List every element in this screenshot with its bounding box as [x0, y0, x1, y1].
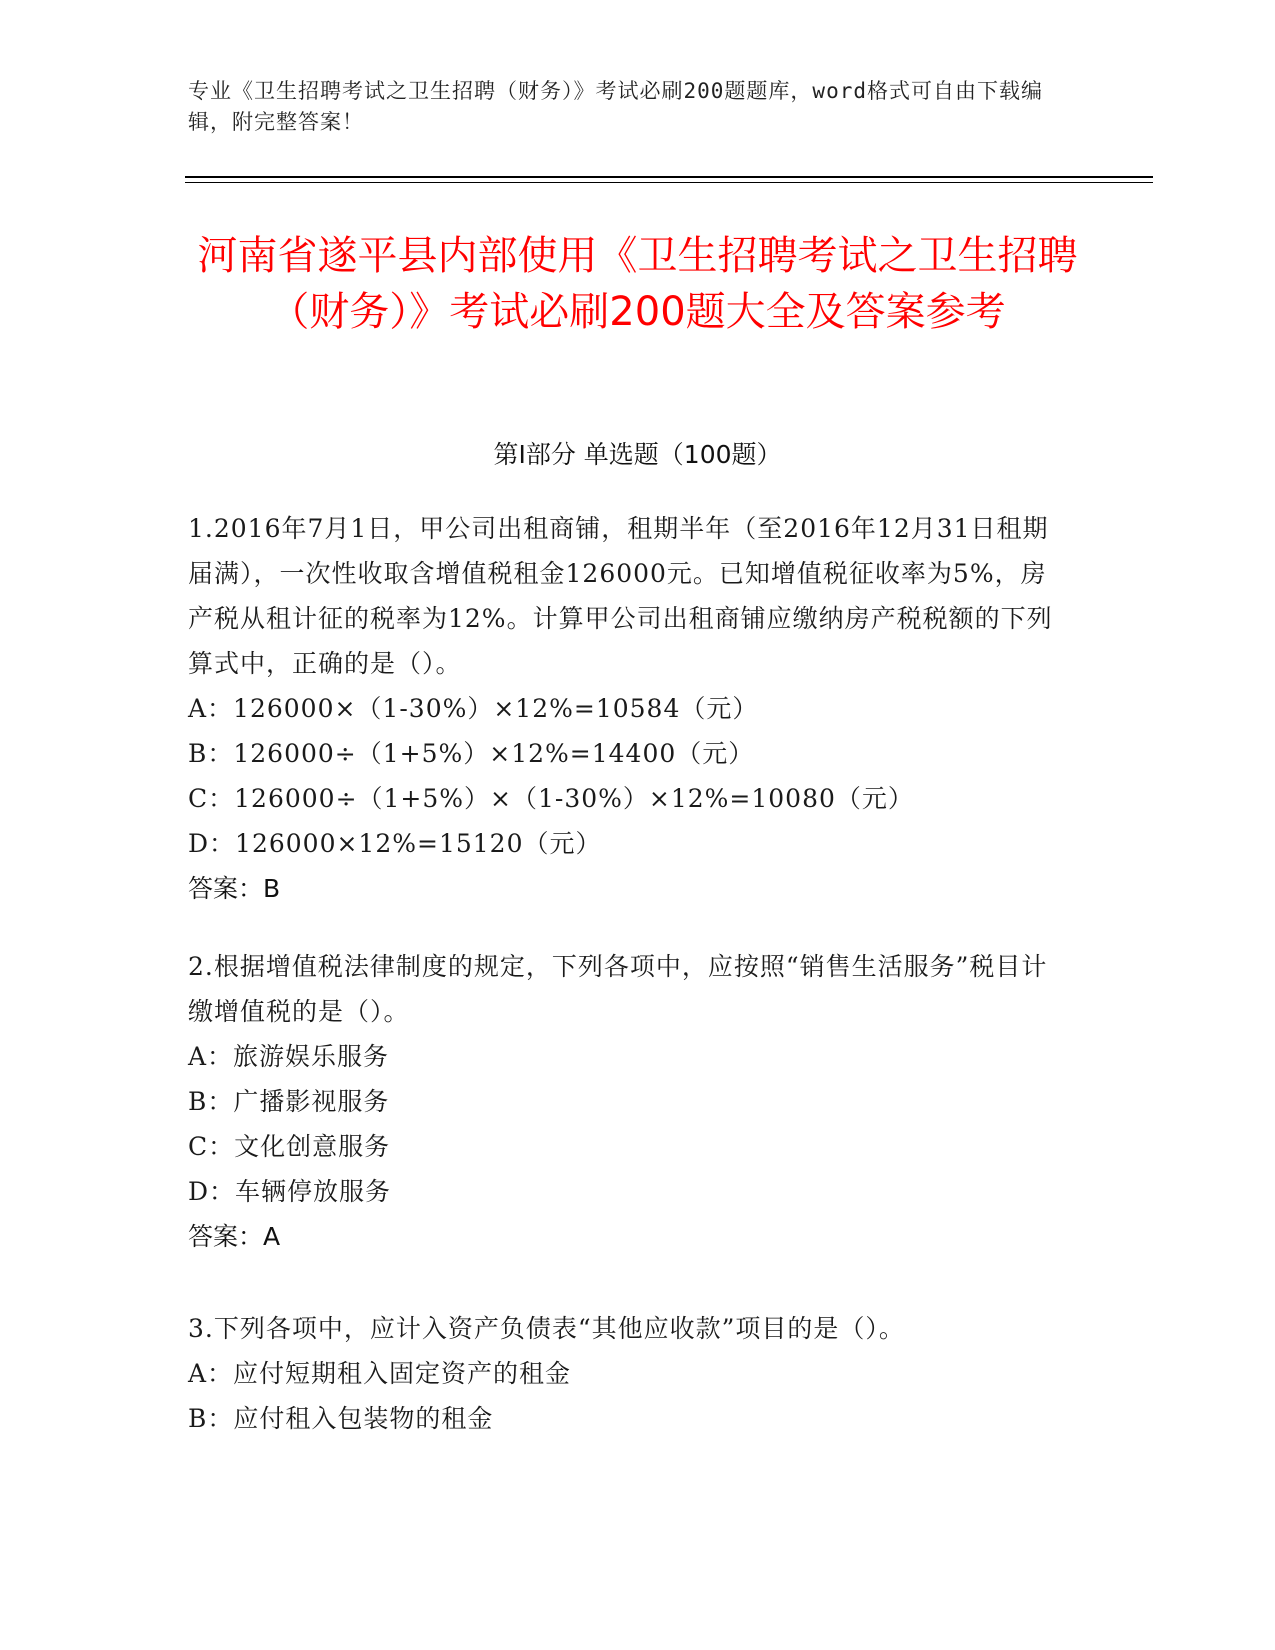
option-a: A：126000×（1-30%）×12%=10584（元）: [188, 694, 759, 723]
option-b: B：126000÷（1+5%）×12%=14400（元）: [188, 739, 755, 768]
question-stem: 3.下列各项中，应计入资产负债表“其他应收款”项目的是（）。: [188, 1314, 905, 1343]
option-c: C：126000÷（1+5%）×（1-30%）×12%=10080（元）: [188, 784, 914, 813]
document-title: 河南省遂平县内部使用《卫生招聘考试之卫生招聘（财务）》考试必刷200题大全及答案参考: [197, 233, 1078, 335]
question-1: [188, 506, 1068, 911]
question-stem: 2.根据增值税法律制度的规定，下列各项中，应按照“销售生活服务”税目计缴增值税的是（）。: [188, 952, 1048, 1026]
question-stem: 1.2016年7月1日，甲公司出租商铺，租期半年（至2016年12月31日租期届满），一次性收取含增值税租金126000元。已知增值税征收率为5%，房产税从租计征的税率为12%。计算甲公司出租商铺应缴纳房产税税额的下列算式中，正确的是（）。: [188, 514, 1053, 678]
answer-line: 答案：B: [188, 874, 281, 903]
option-c: C：文化创意服务: [188, 1132, 391, 1161]
question-3: [188, 1306, 1068, 1441]
header-divider-thin: [185, 182, 1153, 183]
section-title: 第I部分 单选题（100题）: [493, 440, 782, 469]
option-b: B：广播影视服务: [188, 1087, 390, 1116]
option-a: A：旅游娱乐服务: [188, 1042, 390, 1071]
option-b: B：应付租入包装物的租金: [188, 1404, 494, 1433]
option-a: A：应付短期租入固定资产的租金: [188, 1359, 572, 1388]
question-2: [188, 944, 1068, 1259]
option-d: D：126000×12%=15120（元）: [188, 829, 602, 858]
header-note: 专业《卫生招聘考试之卫生招聘（财务）》考试必刷200题题库，word格式可自由下载编辑，附完整答案！: [188, 79, 1043, 134]
header-divider-thick: [185, 176, 1153, 178]
option-d: D：车辆停放服务: [188, 1177, 392, 1206]
answer-line: 答案：A: [188, 1222, 281, 1251]
